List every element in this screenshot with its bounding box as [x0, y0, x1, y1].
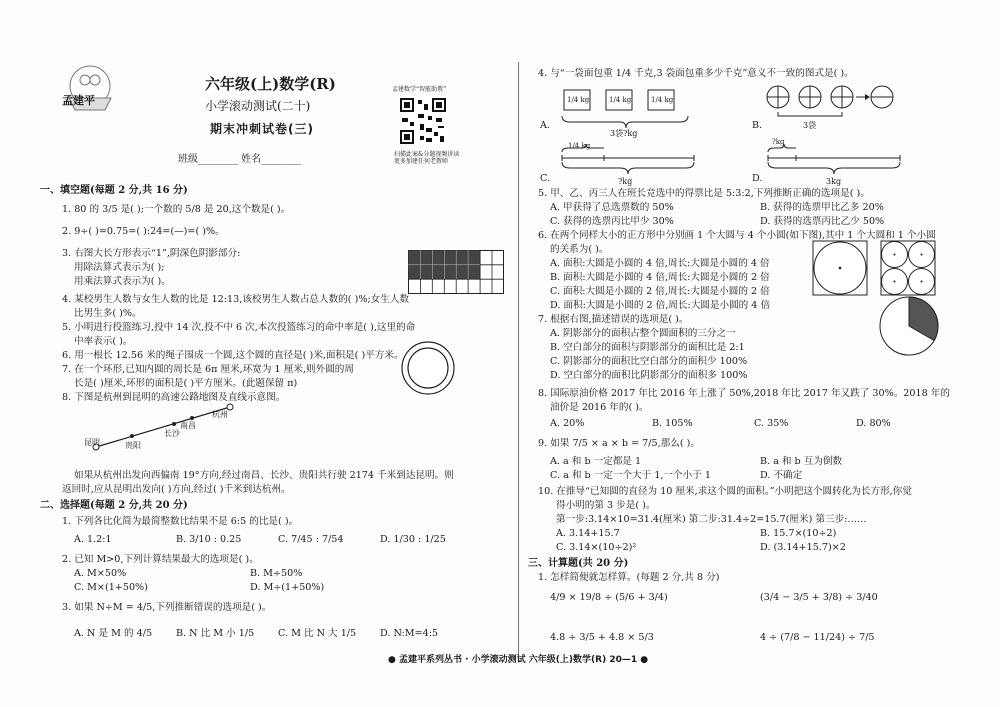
calc-expression-1: 4/9 × 19/8 ÷ (5/6 + 3/4) — [550, 592, 668, 603]
question-fill-6: 6. 用一根长 12.56 米的绳子围成一个圆,这个圆的直径是( )米,面积是( )平方米。 — [62, 350, 404, 361]
choice-4-option-b[interactable]: B. — [752, 120, 763, 131]
choice-2-option-d[interactable]: D. M÷(1+50%) — [250, 582, 325, 593]
choice-10-option-a[interactable]: A. 3.14+15.7 — [556, 528, 620, 539]
choice-8-option-d[interactable]: D. 80% — [856, 418, 891, 429]
qr-caption — [394, 151, 459, 165]
shaded-rectangle-figure — [408, 250, 504, 294]
qr-caption-line-2: 更多加建任何老教师 — [394, 158, 449, 165]
segment-diagram-d — [764, 138, 904, 178]
question-fill-1: 1. 80 的 3/5 是( );一个数的 5/8 是 20,这个数是( )。 — [62, 204, 291, 215]
question-fill-8: 8. 下图是杭州到昆明的高速公路地图及直线示意图。 — [62, 392, 286, 403]
question-choice-6-line-2: 的关系为( )。 — [550, 244, 609, 255]
section-2-heading: 二、选择题(每题 2 分,共 20 分) — [40, 500, 188, 511]
choice-5-option-b[interactable]: B. 获得的选票甲比乙多 20% — [760, 202, 884, 213]
choice-5-option-c[interactable]: C. 获得的选票丙比甲少 30% — [550, 216, 674, 227]
bag-a-total-label: 3袋?kg — [610, 129, 638, 138]
choice-2-option-a[interactable]: A. M×50% — [74, 568, 127, 579]
question-choice-8: 8. 国际原油价格 2017 年比 2016 年上涨了 50%,2018 年比 2017 年又跌了 30%。2018 年的 — [538, 388, 950, 399]
choice-6-option-b[interactable]: B. 面积:大圆是小圆的 4 倍,周长:大圆是小圆的 2 倍 — [550, 272, 770, 283]
choice-9-option-c[interactable]: C. a 和 b 一定一个大于 1,一个小于 1 — [550, 470, 711, 481]
map-label-hangzhou: 杭州 — [212, 410, 228, 419]
question-choice-8-line-2: 油价是 2016 年的( )。 — [550, 402, 649, 413]
choice-9-option-a[interactable]: A. a 和 b 一定都是 1 — [550, 456, 642, 467]
bag-a2-label: 1/4 kg — [609, 96, 632, 104]
qr-caption-line-1: 扫描此案&分题视频讲读 — [394, 151, 460, 158]
question-fill-5-line-2: 中率表示( )。 — [74, 336, 133, 347]
segment-d-unit-label: ?kg — [772, 138, 785, 146]
choice-8-option-a[interactable]: A. 20% — [550, 418, 585, 429]
choice-6-option-c[interactable]: C. 面积:大圆是小圆的 2 倍,周长:大圆是小圆的 2 倍 — [550, 286, 770, 297]
choice-9-option-b[interactable]: B. a 和 b 互为倒数 — [760, 456, 843, 467]
segment-c-total-label: ?kg — [618, 177, 633, 186]
qr-code-icon[interactable] — [398, 96, 448, 146]
choice-6-option-d[interactable]: D. 面积:大圆是小圆的 2 倍,周长:大圆是小圆的 4 倍 — [550, 300, 771, 311]
choice-4-option-c[interactable]: C. — [540, 173, 551, 184]
choice-7-option-a[interactable]: A. 阴影部分的面积占整个圆面积的三分之一 — [550, 328, 736, 339]
choice-7-option-d[interactable]: D. 空白部分的面积比阴影部分的面积多 100% — [550, 370, 748, 381]
choice-8-option-c[interactable]: C. 35% — [754, 418, 789, 429]
choice-10-option-b[interactable]: B. 15.7×(10÷2) — [760, 528, 837, 539]
choice-4-option-d[interactable]: D. — [752, 173, 763, 184]
bag-a3-label: 1/4 kg — [651, 96, 674, 104]
choice-2-option-c[interactable]: C. M×(1+50%) — [74, 582, 148, 593]
question-fill-3-line-3: 用乘法算式表示为( )。 — [74, 276, 171, 287]
choice-1-option-d[interactable]: D. 1/30 : 1/25 — [380, 534, 446, 545]
square-four-small-circles — [880, 240, 936, 296]
choice-6-option-a[interactable]: A. 面积:大圆是小圆的 4 倍,周长:大圆是小圆的 4 倍 — [550, 258, 770, 269]
question-choice-10-steps: 第一步:3.14×10=31.4(厘米) 第二步:31.4÷2=15.7(厘米) 第三步:…… — [556, 514, 867, 525]
section-3-heading: 三、计算题(共 20 分) — [528, 558, 629, 569]
choice-2-option-b[interactable]: B. M÷50% — [250, 568, 303, 579]
question-fill-8-text-1: 如果从杭州出发向西偏南 19°方向,经过南昌、长沙、贵阳共行驶 2174 千米到达昆明。则 — [74, 470, 454, 481]
question-calc-1: 1. 怎样简便就怎样算。(每题 2 分,共 8 分) — [538, 572, 720, 583]
choice-5-option-a[interactable]: A. 甲获得了总选票数的 50% — [550, 202, 674, 213]
map-label-nanchang: 南昌 — [180, 421, 196, 430]
map-label-kunming: 昆明 — [84, 438, 100, 447]
class-name-line: 班级________ 姓名________ — [178, 154, 302, 165]
circles-b-label: 3袋 — [803, 121, 817, 130]
ring-figure — [400, 340, 456, 396]
question-choice-1: 1. 下列各比化简为最简整数比结果不是 6:5 的比是( )。 — [62, 516, 299, 527]
choice-5-option-d[interactable]: D. 获得的选票丙比乙少 50% — [760, 216, 885, 227]
exam-title: 期末冲刺试卷(三) — [210, 122, 314, 136]
choice-3-option-d[interactable]: D. N:M=4:5 — [380, 628, 439, 639]
question-fill-3-line-2: 用除法算式表示为( ); — [74, 262, 165, 273]
question-fill-5: 5. 小明进行投篮练习,投中 14 次,投不中 6 次,本次投篮练习的命中率是( ),这里的命 — [62, 322, 416, 333]
bag-a1-label: 1/4 kg — [567, 96, 590, 104]
choice-3-option-a[interactable]: A. N 是 M 的 4/5 — [74, 628, 153, 639]
question-fill-2: 2. 9÷( )=0.75=( ):24=(—)=( )%。 — [62, 226, 225, 237]
map-label-changsha: 长沙 — [164, 429, 180, 438]
question-choice-9: 9. 如果 7/5 × a × b = 7/5,那么( )。 — [538, 438, 700, 449]
question-choice-3: 3. 如果 N÷M = 4/5,下列推断错误的选项是( )。 — [62, 602, 272, 613]
choice-7-option-c[interactable]: C. 阴影部分的面积比空白部分的面积少 100% — [550, 356, 748, 367]
choice-3-option-b[interactable]: B. N 比 M 小 1/5 — [176, 628, 255, 639]
choice-4-option-a[interactable]: A. — [540, 120, 550, 131]
question-choice-10-line-2: 得小明的第 3 步是( )。 — [556, 500, 656, 511]
calc-expression-2: (3/4 − 3/5 + 3/8) ÷ 3/40 — [760, 592, 878, 603]
map-label-guiyang: 贵阳 — [125, 441, 141, 450]
choice-9-option-d[interactable]: D. 不确定 — [760, 470, 803, 481]
question-fill-7: 7. 在一个环形,已知内圆的周长是 6π 厘米,环宽为 1 厘米,则外圆的周 — [62, 364, 354, 375]
square-one-big-circle — [812, 240, 868, 296]
question-fill-3: 3. 右图大长方形表示“1”,阴深色阴影部分: — [62, 248, 241, 259]
page-footer: ● 孟建平系列丛书 · 小学滚动测试 六年级(上)数学(R) 20—1 ● — [388, 655, 649, 665]
question-choice-4: 4. 与“一袋面包重 1/4 千克,3 袋面包重多少千克”意义不一致的图式是( )。 — [538, 68, 854, 79]
question-fill-4-line-2: 比男生多( )%。 — [74, 308, 142, 319]
section-1-heading: 一、填空题(每题 2 分,共 16 分) — [40, 185, 188, 196]
segment-c-unit-label: 1/4 kg — [568, 142, 591, 150]
logo-text: 孟建平 — [62, 94, 95, 107]
calc-expression-4: 4 ÷ (7/8 − 11/24) ÷ 7/5 — [760, 632, 875, 643]
column-divider — [518, 62, 519, 662]
question-choice-2: 2. 已知 M>0,下列计算结果最大的选项是( )。 — [62, 554, 259, 565]
shaded-sector-circle — [878, 295, 940, 357]
brand-logo — [55, 58, 125, 118]
page-title: 六年级(上)数学(R) — [205, 75, 336, 93]
qr-caption-top: 孟建数学“智能助教” — [392, 86, 447, 93]
route-map-diagram — [88, 395, 238, 455]
choice-3-option-c[interactable]: C. M 比 N 大 1/5 — [278, 628, 357, 639]
calc-expression-3: 4.8 ÷ 3/5 + 4.8 × 5/3 — [550, 632, 654, 643]
choice-10-option-c[interactable]: C. 3.14×(10÷2)² — [556, 542, 637, 553]
choice-8-option-b[interactable]: B. 105% — [652, 418, 693, 429]
question-fill-7-line-2: 长是( )厘米,环形的面积是( )平方厘米。(此题保留 π) — [74, 378, 298, 389]
choice-1-option-b[interactable]: B. 3/10 : 0.25 — [176, 534, 242, 545]
question-fill-4: 4. 某校男生人数与女生人数的比是 12:13,该校男生人数占总人数的( )%;女生人数 — [62, 294, 410, 305]
question-choice-10: 10. 在推导“已知圆的直径为 10 厘米,求这个圆的面积。”小明把这个圆转化为长方形,你觉 — [538, 486, 912, 497]
page-subtitle: 小学滚动测试(二十) — [205, 99, 311, 113]
question-choice-6: 6. 在两个同样大小的正方形中分别画 1 个大圆与 4 个小圆(如下图),其中 1 个大圆和 1 个小圆 — [538, 230, 936, 241]
choice-1-option-c[interactable]: C. 7/45 : 7/54 — [278, 534, 344, 545]
question-fill-8-text-2: 返回时,应从昆明出发向( )方向,经过( )千米到达杭州。 — [62, 484, 291, 495]
circles-diagram-b — [764, 84, 898, 134]
question-choice-5: 5. 甲、乙、丙三人在班长竞选中的得票比是 5:3:2,下列推断正确的选项是( )。 — [538, 188, 870, 199]
question-choice-7: 7. 根据右图,描述错误的选项是( )。 — [538, 314, 689, 325]
choice-10-option-d[interactable]: D. (3.14+15.7)×2 — [760, 542, 846, 553]
choice-7-option-b[interactable]: B. 空白部分的面积与阴影部分的面积比是 2:1 — [550, 342, 745, 353]
segment-d-total-label: 3kg — [826, 177, 842, 186]
choice-1-option-a[interactable]: A. 1.2:1 — [74, 534, 112, 545]
